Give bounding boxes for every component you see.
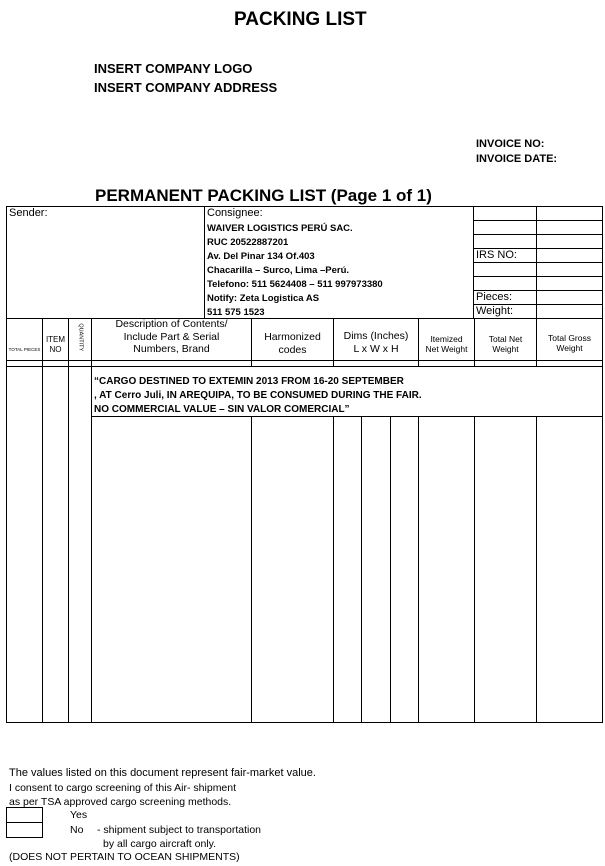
consignee-line: RUC 20522887201 [207, 237, 289, 248]
packing-list-subtitle: PERMANENT PACKING LIST (Page 1 of 1) [95, 186, 432, 205]
column-header-itemized-net-weight: Itemized Net Weight [425, 334, 468, 355]
column-header-description: Description of Contents/ Include Part & Serial Numbers, Brand [115, 318, 228, 356]
fair-market-statement: The values listed on this document represent fair-market value. [9, 767, 316, 779]
company-address-placeholder: INSERT COMPANY ADDRESS [94, 80, 278, 95]
consignee-label: Consignee: [207, 207, 263, 219]
invoice-date-label: INVOICE DATE: [476, 153, 558, 165]
cargo-note-line: NO COMMERCIAL VALUE – SIN VALOR COMERCIAL” [94, 404, 350, 415]
consignee-line: WAIVER LOGISTICS PERÚ SAC. [207, 223, 353, 234]
cargo-note-line: “CARGO DESTINED TO EXTEMIN 2013 FROM 16-20 SEPTEMBER [94, 376, 404, 387]
column-header-quantity: QUANTITY [77, 323, 84, 352]
no-checkbox[interactable] [6, 822, 43, 838]
yes-checkbox[interactable] [6, 807, 43, 823]
consignee-line: 511 575 1523 [207, 307, 265, 318]
pieces-label: Pieces: [476, 291, 513, 303]
screening-consent: I consent to cargo screening of this Air- shipment [9, 782, 237, 794]
cargo-note-line: , AT Cerro Juli, IN AREQUIPA, TO BE CONSUMED DURING THE FAIR. [94, 390, 422, 401]
column-header-total-pieces: TOTAL PIECES [8, 347, 41, 352]
yes-label: Yes [70, 809, 88, 821]
invoice-number-label: INVOICE NO: [476, 138, 545, 150]
no-description: - shipment subject to transportation [97, 824, 262, 836]
ocean-shipments-note: (DOES NOT PERTAIN TO OCEAN SHIPMENTS) [9, 851, 240, 863]
column-header-total-gross-weight: Total Gross Weight [548, 333, 591, 354]
sender-label: Sender: [9, 207, 48, 219]
screening-methods: as per TSA approved cargo screening methods. [9, 796, 232, 808]
consignee-line: Chacarilla – Surco, Lima –Perú. [207, 265, 350, 276]
consignee-line: Telefono: 511 5624408 – 511 997973380 [207, 279, 383, 290]
column-header-total-net-weight: Total Net Weight [488, 334, 523, 355]
no-label: No [70, 824, 84, 836]
column-header-dims: Dims (Inches) L x W x H [343, 330, 409, 355]
company-logo-placeholder: INSERT COMPANY LOGO [94, 61, 253, 76]
consignee-line: Notify: Zeta Logistica AS [207, 293, 320, 304]
page-title: PACKING LIST [234, 9, 367, 30]
irs-number-label: IRS NO: [476, 249, 517, 261]
consignee-line: Av. Del Pinar 134 Of.403 [207, 251, 315, 262]
column-header-item-no: ITEM NO [45, 335, 66, 354]
column-header-harmonized: Harmonized codes [264, 331, 321, 356]
weight-label: Weight: [476, 305, 514, 317]
no-description-continued: by all cargo aircraft only. [103, 838, 217, 850]
